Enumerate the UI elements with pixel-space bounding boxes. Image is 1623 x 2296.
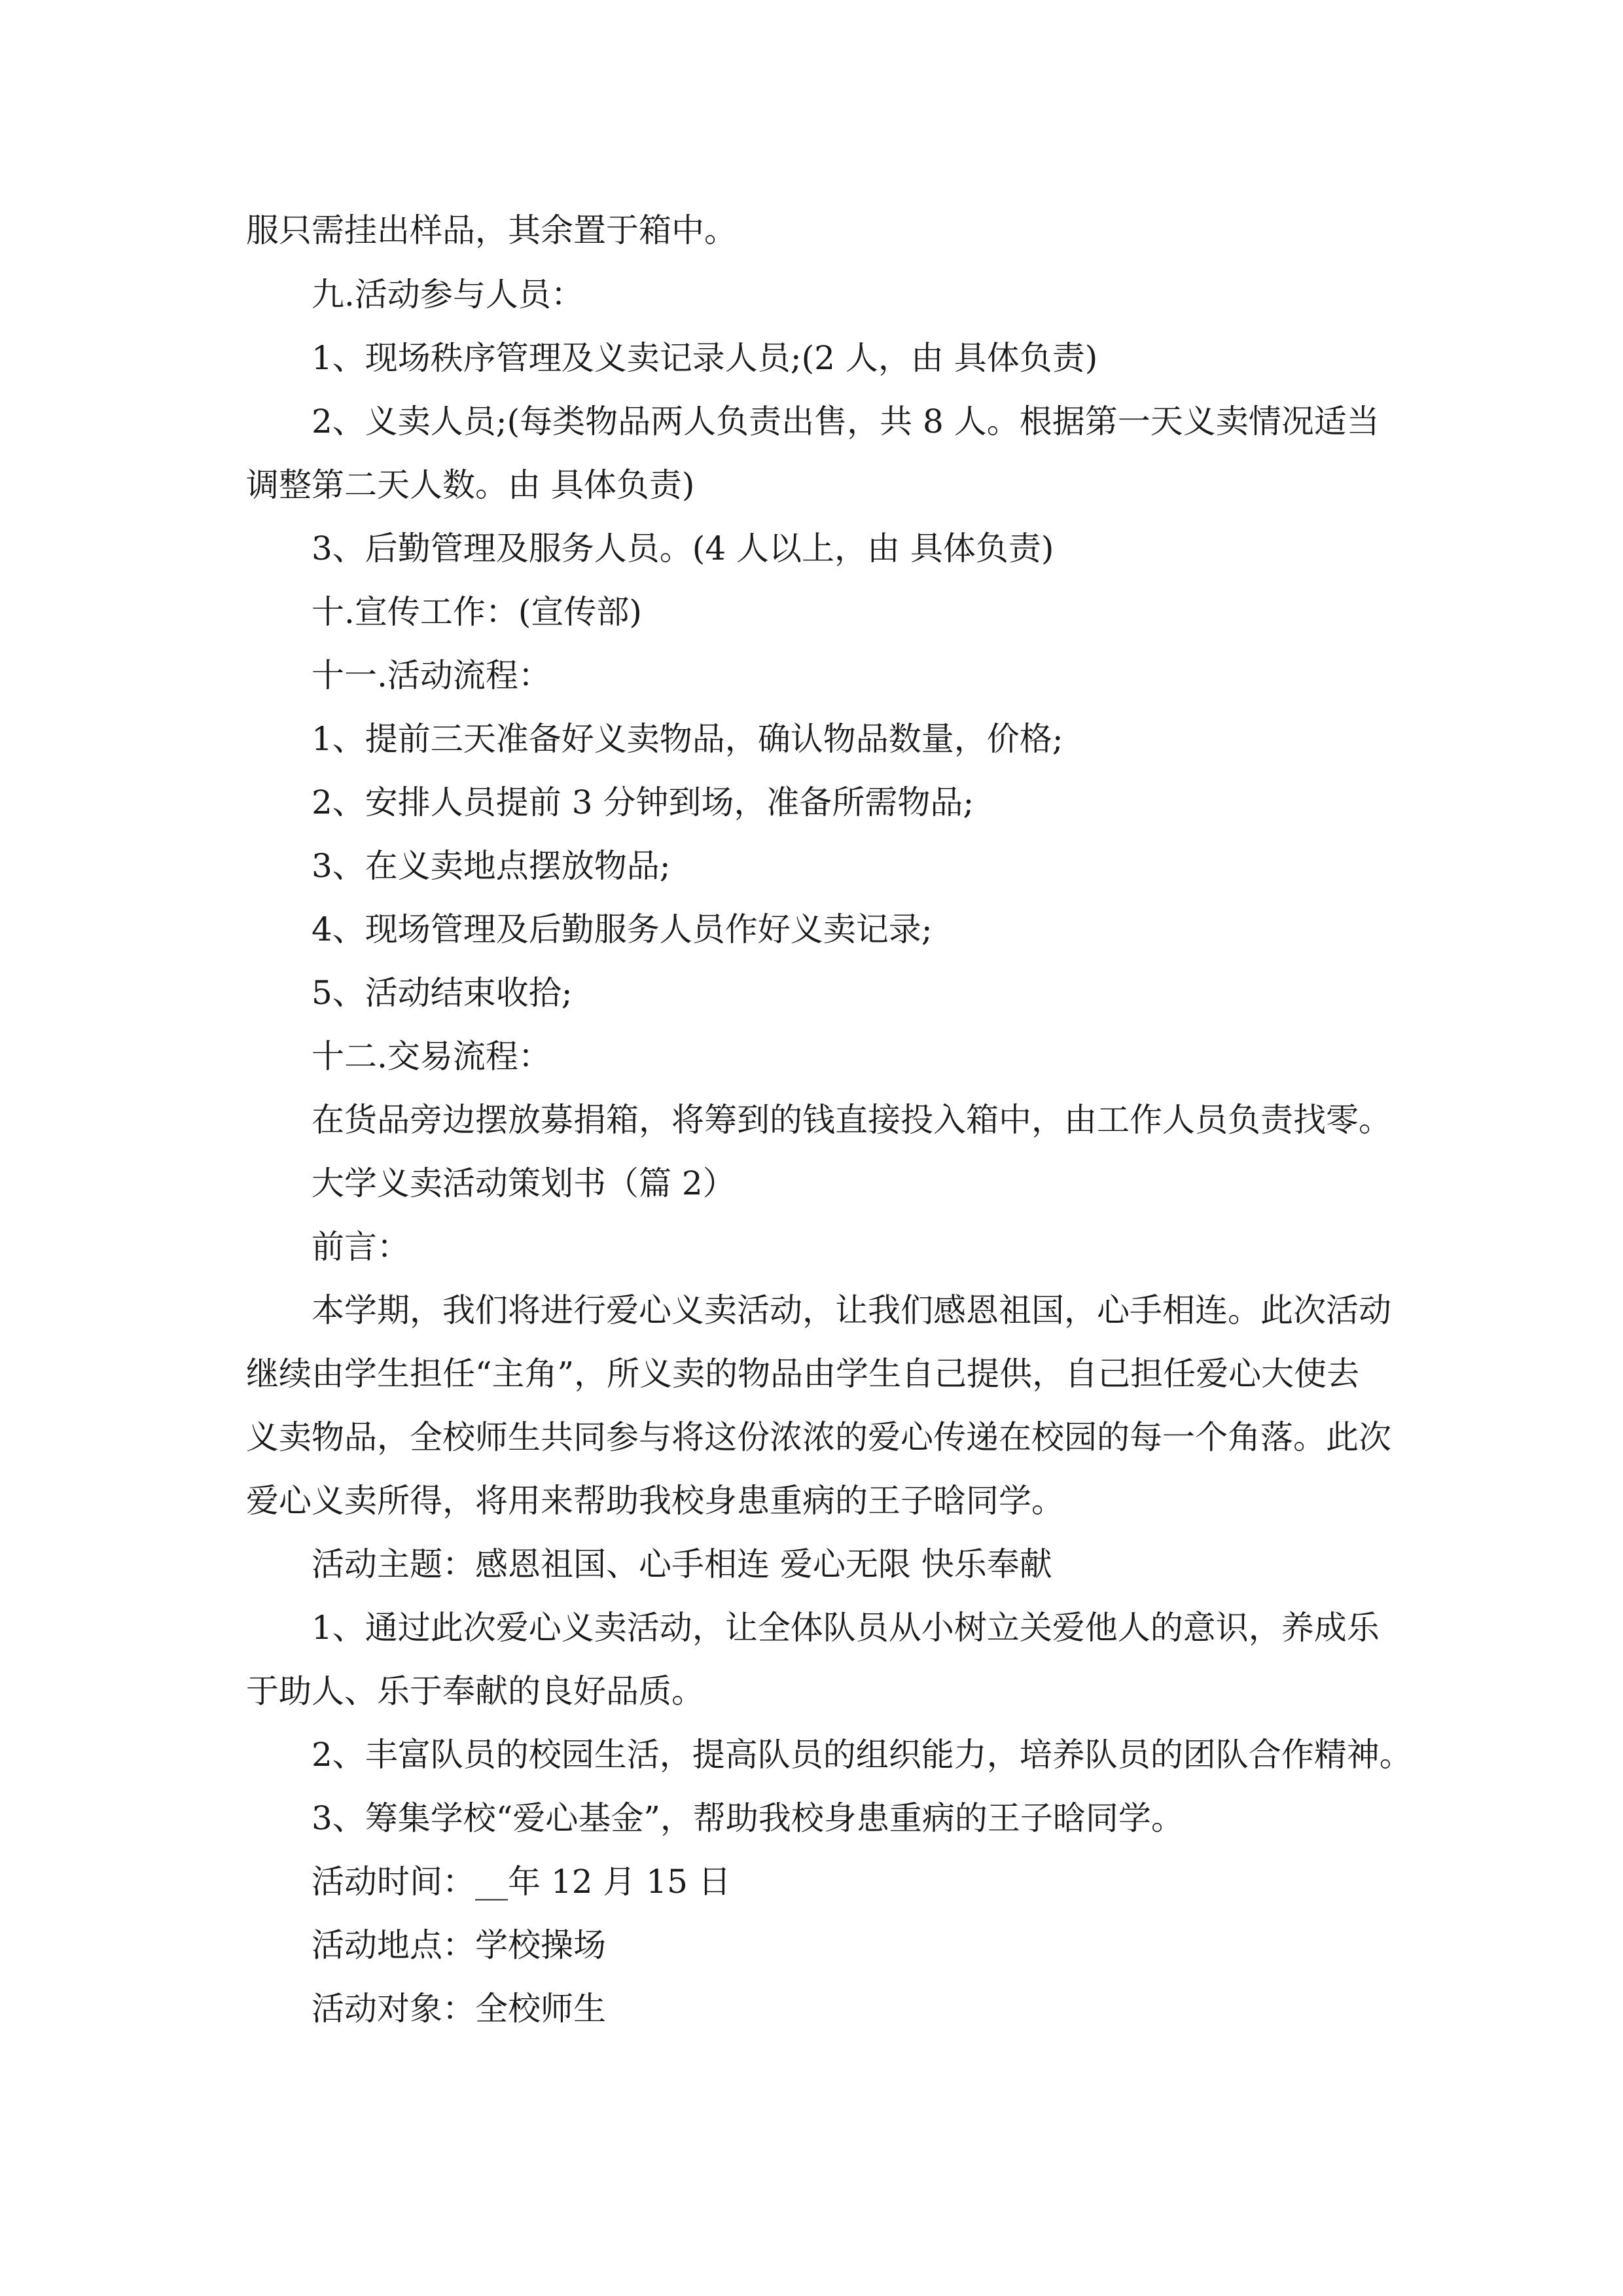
paragraph-line: 调整第二天人数。由 具体负责) bbox=[246, 466, 695, 504]
paragraph-line: 义卖物品，全校师生共同参与将这份浓浓的爱心传递在校园的每一个角落。此次 bbox=[246, 1418, 1391, 1456]
section-heading: 十一.活动流程： bbox=[312, 656, 551, 694]
paragraph-line: 爱心义卖所得，将用来帮助我校身患重病的王子晗同学。 bbox=[246, 1482, 1064, 1520]
paragraph-line: 5、活动结束收拾; bbox=[312, 974, 573, 1012]
paragraph-line: 1、现场秩序管理及义卖记录人员;(2 人，由 具体负责) bbox=[312, 339, 1098, 377]
section-heading: 十.宣传工作：(宣传部) bbox=[312, 593, 642, 631]
paragraph-line: 在货品旁边摆放募捐箱，将筹到的钱直接投入箱中，由工作人员负责找零。 bbox=[312, 1101, 1391, 1139]
paragraph-line: 2、丰富队员的校园生活，提高队员的组织能力，培养队员的团队合作精神。 bbox=[312, 1736, 1412, 1774]
paragraph-line: 2、义卖人员;(每类物品两人负责出售，共 8 人。根据第一天义卖情况适当 bbox=[312, 403, 1380, 440]
paragraph-line: 活动地点：学校操场 bbox=[312, 1926, 606, 1964]
paragraph-line: 3、在义卖地点摆放物品; bbox=[312, 847, 671, 885]
document-subtitle: 大学义卖活动策划书（篇 2） bbox=[312, 1164, 736, 1202]
paragraph-line: 活动主题：感恩祖国、心手相连 爱心无限 快乐奉献 bbox=[312, 1545, 1052, 1583]
paragraph-line: 4、现场管理及后勤服务人员作好义卖记录; bbox=[312, 910, 933, 948]
paragraph-line: 1、通过此次爱心义卖活动，让全体队员从小树立关爱他人的意识，养成乐 bbox=[312, 1609, 1380, 1647]
paragraph-line: 1、提前三天准备好义卖物品，确认物品数量，价格; bbox=[312, 720, 1063, 758]
paragraph-line: 本学期，我们将进行爱心义卖活动，让我们感恩祖国，心手相连。此次活动 bbox=[312, 1291, 1391, 1329]
paragraph-line: 继续由学生担任“主角”，所义卖的物品由学生自己提供，自己担任爱心大使去 bbox=[246, 1355, 1360, 1393]
section-heading: 十二.交易流程： bbox=[312, 1037, 551, 1075]
paragraph-line: 3、后勤管理及服务人员。(4 人以上，由 具体负责) bbox=[312, 529, 1054, 567]
section-heading: 九.活动参与人员： bbox=[312, 276, 584, 314]
paragraph-line: 活动对象：全校师生 bbox=[312, 1990, 606, 2028]
paragraph-line: 3、筹集学校“爱心基金”，帮助我校身患重病的王子晗同学。 bbox=[312, 1799, 1184, 1837]
paragraph-line: 活动时间：__年 12 月 15 日 bbox=[312, 1863, 731, 1901]
section-heading: 前言： bbox=[312, 1228, 410, 1266]
paragraph-line: 服只需挂出样品，其余置于箱中。 bbox=[246, 211, 737, 249]
paragraph-line: 于助人、乐于奉献的良好品质。 bbox=[246, 1672, 704, 1710]
paragraph-line: 2、安排人员提前 3 分钟到场，准备所需物品; bbox=[312, 783, 974, 821]
